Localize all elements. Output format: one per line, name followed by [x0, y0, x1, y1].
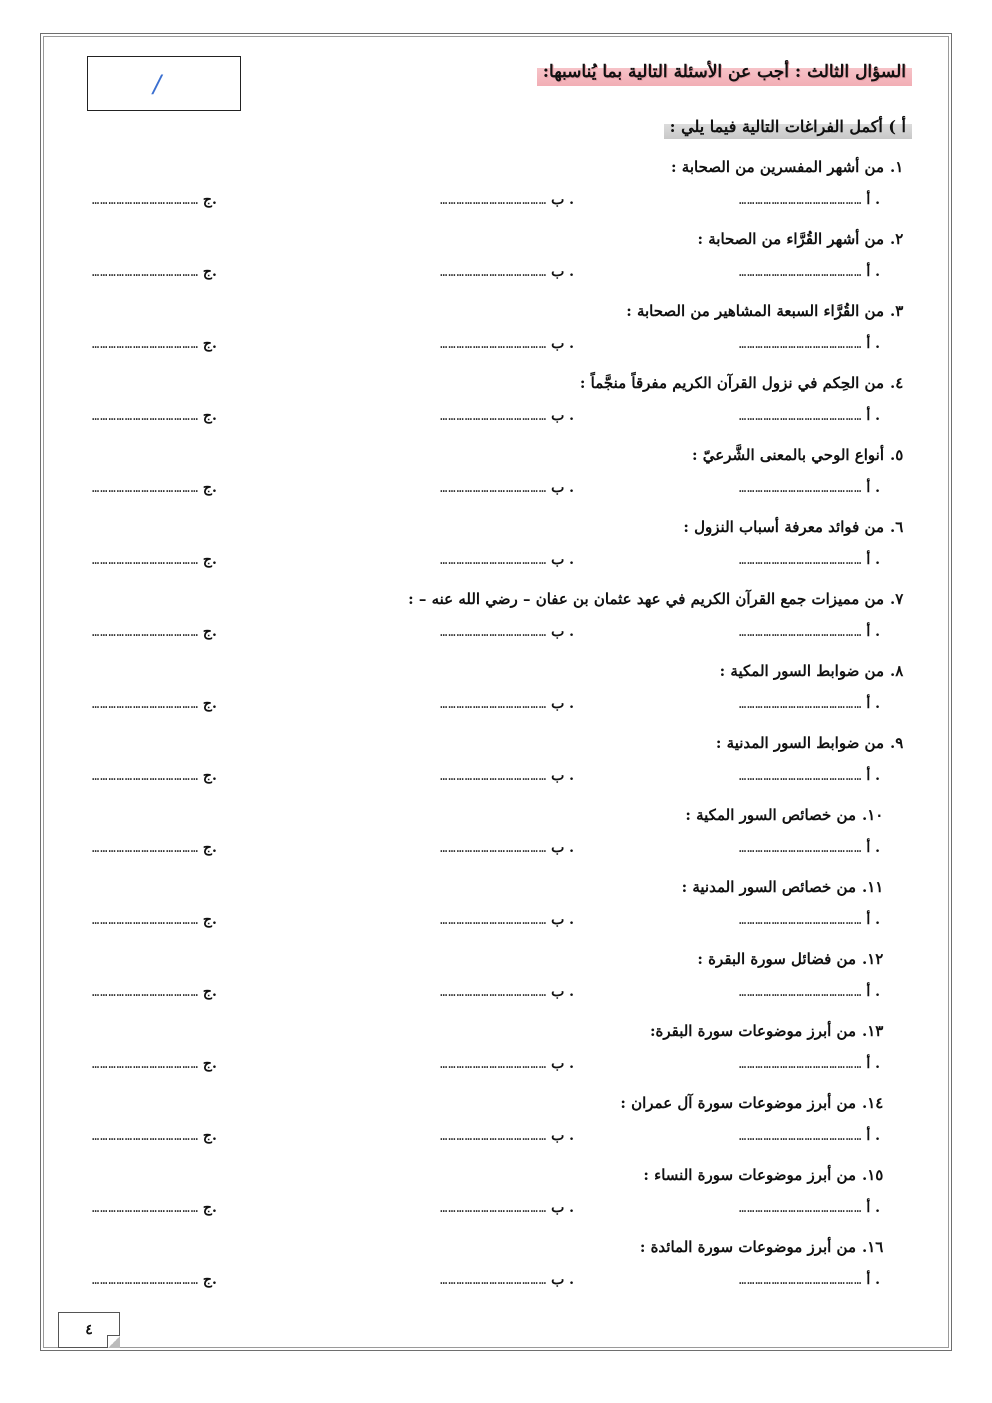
answer-blank-a[interactable] — [739, 696, 884, 712]
answer-label-c: ج. — [202, 984, 217, 1000]
answer-dots-b: ………………………………… — [440, 769, 548, 783]
answer-label-b: ب . — [551, 408, 574, 424]
answer-label-c: ج. — [202, 336, 217, 352]
answer-dots-c: ………………………………… — [92, 625, 199, 639]
answer-label-a: أ . — [866, 1200, 880, 1216]
answer-dots-c: ………………………………… — [92, 193, 199, 207]
question-line — [671, 158, 912, 176]
question-text: من ضوابط السور المكية : — [719, 662, 884, 680]
question-item — [92, 870, 912, 942]
answer-label-b: ب . — [551, 1128, 574, 1144]
questions-list — [92, 150, 912, 1302]
question-item — [92, 798, 912, 870]
question-item — [92, 1230, 912, 1302]
question-item — [92, 726, 912, 798]
question-line — [697, 950, 912, 968]
answer-label-a: أ . — [866, 768, 880, 784]
answer-blank-a[interactable] — [739, 1200, 884, 1216]
answer-label-c: ج. — [202, 1200, 217, 1216]
answer-label-c: ج. — [202, 840, 217, 856]
answer-blank-c[interactable] — [92, 336, 221, 352]
answer-line — [92, 1272, 912, 1294]
answer-blank-a[interactable] — [739, 1056, 884, 1072]
answer-blank-c[interactable] — [92, 480, 221, 496]
answer-line — [92, 336, 912, 358]
answer-dots-b: ………………………………… — [440, 481, 548, 495]
answer-label-a: أ . — [866, 408, 880, 424]
question-line — [697, 230, 912, 248]
section-heading: أ ) أكمل الفراغات التالية فيما يلي : — [664, 116, 912, 139]
answer-label-a: أ . — [866, 192, 880, 208]
question-number: ٧. — [890, 590, 904, 608]
answer-dots-a: ……………………………………… — [738, 193, 863, 207]
question-line — [640, 1238, 912, 1256]
answer-label-c: ج. — [202, 1128, 217, 1144]
answer-label-c: ج. — [202, 1272, 217, 1288]
answer-label-a: أ . — [866, 552, 880, 568]
answer-label-a: أ . — [866, 1056, 880, 1072]
answer-blank-b[interactable] — [440, 840, 578, 856]
question-number: ٣. — [890, 302, 904, 320]
answer-dots-b: ………………………………… — [440, 193, 548, 207]
answer-line — [92, 624, 912, 646]
answer-blank-a[interactable] — [739, 264, 884, 280]
answer-dots-c: ………………………………… — [92, 1057, 199, 1071]
answer-label-b: ب . — [551, 192, 574, 208]
answer-label-b: ب . — [551, 768, 574, 784]
question-line — [626, 302, 912, 320]
answer-dots-a: ……………………………………… — [738, 841, 863, 855]
answer-blank-a[interactable] — [739, 480, 884, 496]
answer-dots-c: ………………………………… — [92, 553, 199, 567]
question-number: ٢. — [890, 230, 904, 248]
answer-line — [92, 984, 912, 1006]
answer-label-b: ب . — [551, 480, 574, 496]
answer-label-c: ج. — [202, 1056, 217, 1072]
question-line — [643, 1166, 912, 1184]
answer-blank-c[interactable] — [92, 1272, 221, 1288]
answer-label-b: ب . — [551, 1272, 574, 1288]
answer-blank-c[interactable] — [92, 1200, 221, 1216]
question-number: ١٦. — [862, 1238, 884, 1256]
answer-blank-a[interactable] — [739, 552, 884, 568]
answer-blank-b[interactable] — [440, 192, 578, 208]
question-text: من فوائد معرفة أسباب النزول : — [683, 518, 884, 536]
question-item — [92, 510, 912, 582]
answer-label-b: ب . — [551, 336, 574, 352]
answer-dots-c: ………………………………… — [92, 1273, 199, 1287]
answer-line — [92, 912, 912, 934]
question-item — [92, 1158, 912, 1230]
answer-blank-c[interactable] — [92, 840, 221, 856]
question-line — [580, 374, 912, 392]
question-text: من مميزات جمع القرآن الكريم في عهد عثمان بن عفان – رضي الله عنه – : — [408, 590, 884, 608]
question-line — [685, 806, 912, 824]
answer-dots-c: ………………………………… — [92, 409, 199, 423]
answer-line — [92, 192, 912, 214]
answer-blank-b[interactable] — [440, 264, 578, 280]
answer-label-a: أ . — [866, 696, 880, 712]
question-text: من أشهر القُرَّاء من الصحابة : — [697, 230, 884, 248]
question-title: السؤال الثالث : أجب عن الأسئلة التالية بما يُناسبها: — [537, 60, 912, 86]
question-number: ٥. — [890, 446, 904, 464]
answer-blank-b[interactable] — [440, 1056, 578, 1072]
answer-dots-a: ……………………………………… — [738, 1273, 863, 1287]
answer-dots-a: ……………………………………… — [738, 265, 863, 279]
answer-dots-b: ………………………………… — [440, 1129, 548, 1143]
answer-dots-a: ……………………………………… — [738, 553, 863, 567]
question-text: من خصائص السور المكية : — [685, 806, 856, 824]
score-slash: / — [152, 69, 162, 98]
answer-dots-b: ………………………………… — [440, 985, 548, 999]
question-item — [92, 294, 912, 366]
answer-blank-c[interactable] — [92, 552, 221, 568]
question-text: من أبرز موضوعات سورة النساء : — [643, 1166, 856, 1184]
answer-dots-a: ……………………………………… — [738, 1201, 863, 1215]
question-line — [408, 590, 912, 608]
question-item — [92, 942, 912, 1014]
answer-blank-c[interactable] — [92, 624, 221, 640]
answer-line — [92, 1200, 912, 1222]
question-number: ٨. — [890, 662, 904, 680]
question-number: ٤. — [890, 374, 904, 392]
answer-line — [92, 408, 912, 430]
answer-dots-a: ……………………………………… — [738, 481, 863, 495]
question-text: من أبرز موضوعات سورة آل عمران : — [620, 1094, 856, 1112]
question-line — [650, 1022, 912, 1040]
answer-label-c: ج. — [202, 912, 217, 928]
answer-label-b: ب . — [551, 984, 574, 1000]
question-text: من أشهر المفسرين من الصحابة : — [671, 158, 884, 176]
question-line — [620, 1094, 912, 1112]
question-text: أنواع الوحي بالمعنى الشَّرعيّ : — [692, 446, 884, 464]
answer-label-b: ب . — [551, 1200, 574, 1216]
answer-label-b: ب . — [551, 624, 574, 640]
answer-line — [92, 840, 912, 862]
answer-blank-a[interactable] — [739, 336, 884, 352]
answer-line — [92, 552, 912, 574]
answer-blank-c[interactable] — [92, 984, 221, 1000]
answer-dots-c: ………………………………… — [92, 769, 199, 783]
answer-blank-c[interactable] — [92, 696, 221, 712]
answer-label-a: أ . — [866, 336, 880, 352]
answer-dots-c: ………………………………… — [92, 841, 199, 855]
question-line — [720, 662, 912, 680]
answer-dots-a: ……………………………………… — [738, 913, 863, 927]
answer-blank-a[interactable] — [739, 912, 884, 928]
answer-dots-a: ……………………………………… — [738, 409, 863, 423]
answer-dots-a: ……………………………………… — [738, 625, 863, 639]
answer-blank-c[interactable] — [92, 264, 221, 280]
answer-dots-b: ………………………………… — [440, 553, 548, 567]
answer-blank-b[interactable] — [440, 1272, 578, 1288]
answer-label-a: أ . — [866, 1272, 880, 1288]
answer-dots-b: ………………………………… — [440, 1057, 548, 1071]
question-line — [683, 518, 912, 536]
answer-dots-a: ……………………………………… — [738, 1129, 863, 1143]
answer-label-a: أ . — [866, 264, 880, 280]
answer-dots-c: ………………………………… — [92, 1129, 199, 1143]
question-number: ١١. — [862, 878, 884, 896]
question-number: ٩. — [890, 734, 904, 752]
question-item — [92, 222, 912, 294]
answer-label-a: أ . — [866, 624, 880, 640]
answer-blank-a[interactable] — [739, 768, 884, 784]
answer-dots-b: ………………………………… — [440, 409, 548, 423]
answer-dots-c: ………………………………… — [92, 1201, 199, 1215]
answer-dots-c: ………………………………… — [92, 337, 199, 351]
answer-label-b: ب . — [551, 552, 574, 568]
answer-blank-c[interactable] — [92, 1128, 221, 1144]
question-text: من فضائل سورة البقرة : — [697, 950, 856, 968]
answer-dots-c: ………………………………… — [92, 265, 199, 279]
question-text: من القُرَّاء السبعة المشاهير من الصحابة : — [626, 302, 884, 320]
answer-blank-a[interactable] — [739, 192, 884, 208]
answer-label-a: أ . — [866, 480, 880, 496]
answer-dots-a: ……………………………………… — [738, 985, 863, 999]
answer-dots-b: ………………………………… — [440, 625, 548, 639]
answer-label-b: ب . — [551, 696, 574, 712]
answer-blank-b[interactable] — [440, 984, 578, 1000]
answer-label-c: ج. — [202, 552, 217, 568]
question-number: ١٥. — [862, 1166, 884, 1184]
answer-line — [92, 768, 912, 790]
answer-dots-c: ………………………………… — [92, 985, 199, 999]
answer-blank-a[interactable] — [739, 1128, 884, 1144]
question-item — [92, 654, 912, 726]
answer-label-c: ج. — [202, 480, 217, 496]
answer-label-c: ج. — [202, 768, 217, 784]
answer-label-b: ب . — [551, 912, 574, 928]
answer-line — [92, 1056, 912, 1078]
question-text: من أبرز موضوعات سورة البقرة: — [649, 1022, 856, 1040]
answer-blank-b[interactable] — [440, 480, 578, 496]
answer-label-c: ج. — [202, 192, 217, 208]
answer-blank-b[interactable] — [440, 1200, 578, 1216]
answer-blank-b[interactable] — [440, 912, 578, 928]
answer-label-c: ج. — [202, 264, 217, 280]
answer-blank-b[interactable] — [440, 336, 578, 352]
answer-dots-c: ………………………………… — [92, 697, 199, 711]
answer-line — [92, 480, 912, 502]
answer-blank-b[interactable] — [440, 1128, 578, 1144]
answer-blank-b[interactable] — [440, 624, 578, 640]
question-text: من الحِكم في نزول القرآن الكريم مفرقاً منجَّماً : — [579, 374, 884, 392]
answer-label-c: ج. — [202, 696, 217, 712]
answer-label-c: ج. — [202, 624, 217, 640]
answer-dots-a: ……………………………………… — [738, 337, 863, 351]
answer-dots-b: ………………………………… — [440, 697, 548, 711]
answer-dots-c: ………………………………… — [92, 481, 199, 495]
answer-label-a: أ . — [866, 984, 880, 1000]
question-number: ١٢. — [862, 950, 884, 968]
answer-label-a: أ . — [866, 912, 880, 928]
answer-blank-a[interactable] — [739, 984, 884, 1000]
answer-dots-a: ……………………………………… — [738, 697, 863, 711]
answer-blank-a[interactable] — [739, 840, 884, 856]
question-number: ١٤. — [862, 1094, 884, 1112]
answer-line — [92, 1128, 912, 1150]
question-item — [92, 150, 912, 222]
answer-dots-b: ………………………………… — [440, 265, 548, 279]
question-text: من أبرز موضوعات سورة المائدة : — [639, 1238, 856, 1256]
answer-blank-c[interactable] — [92, 408, 221, 424]
question-item — [92, 438, 912, 510]
answer-label-b: ب . — [551, 840, 574, 856]
answer-dots-b: ………………………………… — [440, 913, 548, 927]
question-item — [92, 582, 912, 654]
question-line — [682, 878, 912, 896]
question-line — [716, 734, 912, 752]
answer-blank-c[interactable] — [92, 1056, 221, 1072]
answer-blank-c[interactable] — [92, 768, 221, 784]
answer-blank-a[interactable] — [739, 624, 884, 640]
answer-line — [92, 264, 912, 286]
question-number: ٦. — [890, 518, 904, 536]
question-item — [92, 366, 912, 438]
page-number: ٤ — [58, 1312, 120, 1348]
score-box[interactable] — [87, 56, 241, 111]
answer-blank-c[interactable] — [92, 192, 221, 208]
question-number: ١. — [890, 158, 904, 176]
answer-label-b: ب . — [551, 1056, 574, 1072]
question-item — [92, 1086, 912, 1158]
question-text: من ضوابط السور المدنية : — [715, 734, 884, 752]
answer-blank-b[interactable] — [440, 408, 578, 424]
question-number: ١٠. — [862, 806, 884, 824]
answer-dots-a: ……………………………………… — [738, 1057, 863, 1071]
answer-dots-b: ………………………………… — [440, 841, 548, 855]
question-line — [692, 446, 912, 464]
answer-blank-a[interactable] — [739, 408, 884, 424]
question-number: ١٣. — [862, 1022, 884, 1040]
question-item — [92, 1014, 912, 1086]
answer-blank-b[interactable] — [440, 552, 578, 568]
answer-dots-b: ………………………………… — [440, 1201, 548, 1215]
answer-dots-a: ……………………………………… — [738, 769, 863, 783]
answer-label-b: ب . — [551, 264, 574, 280]
answer-line — [92, 696, 912, 718]
question-text: من خصائص السور المدنية : — [681, 878, 856, 896]
answer-dots-c: ………………………………… — [92, 913, 199, 927]
answer-blank-b[interactable] — [440, 696, 578, 712]
answer-label-c: ج. — [202, 408, 217, 424]
answer-blank-a[interactable] — [739, 1272, 884, 1288]
answer-dots-b: ………………………………… — [440, 1273, 548, 1287]
answer-label-a: أ . — [866, 840, 880, 856]
answer-dots-b: ………………………………… — [440, 337, 548, 351]
answer-blank-c[interactable] — [92, 912, 221, 928]
answer-blank-b[interactable] — [440, 768, 578, 784]
answer-label-a: أ . — [866, 1128, 880, 1144]
